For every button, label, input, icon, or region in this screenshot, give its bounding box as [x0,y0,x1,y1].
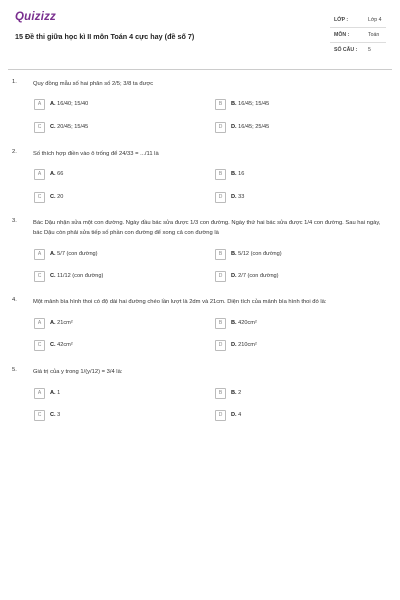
question-number: 2. [12,149,17,155]
option-letter-box: C [34,192,45,203]
option-prefix: A. [50,320,56,326]
option-letter-box: D [215,410,226,421]
question-text: Số thích hợp điền vào ô trống để 24/33 = .../11 là [33,151,159,157]
option-prefix: D. [231,412,237,418]
option-text: 20 [57,194,64,200]
meta-row-class [330,13,386,28]
option-text: 16/45; 25/45 [238,124,270,130]
question-number: 5. [12,367,17,373]
option-prefix: D. [231,342,237,348]
option-text: 33 [238,194,245,200]
option-letter-box: A [34,388,45,399]
option-text: 3 [57,412,61,418]
question-number: 3. [12,218,17,224]
option-text: 11/12 (con đường) [57,273,104,279]
option-letter-box: C [34,340,45,351]
option-letter-box: C [34,410,45,421]
option-letter-box: B [215,388,226,399]
meta-value: Toán [368,32,380,38]
meta-value: 5 [368,47,371,53]
meta-value: Lớp 4 [368,17,382,23]
option-text: 20/45; 15/45 [57,124,89,130]
option-prefix: B. [231,320,237,326]
question-text: Giá trị của y trong 1/(y/12) = 3/4 là: [33,369,123,375]
option-prefix: C. [50,412,56,418]
meta-row-count [330,43,386,57]
option-letter-box: D [215,271,226,282]
option-text: 21cm² [57,320,73,326]
option-prefix: D. [231,194,237,200]
option-text: 66 [57,171,64,177]
meta-key: LỚP : [334,17,349,23]
option-text: 16/45; 15/45 [238,101,270,107]
option-letter-box: A [34,99,45,110]
option-letter-box: C [34,122,45,133]
option-text: 5/7 (con đường) [57,251,98,257]
meta-box [330,13,386,57]
option-text: 1 [57,390,61,396]
option-text: 4 [238,412,242,418]
option-letter-box: B [215,99,226,110]
option-prefix: B. [231,171,237,177]
quizizz-logo: Quizizz [15,11,57,23]
option-text: 420cm² [238,320,257,326]
option-text: 42cm² [57,342,73,348]
option-letter-box: A [34,318,45,329]
meta-key: MÔN : [334,32,350,38]
option-prefix: B. [231,101,237,107]
option-prefix: A. [50,390,56,396]
option-text: 2/7 (con đường) [238,273,279,279]
option-prefix: A. [50,171,56,177]
option-text: 5/12 (con đường) [238,251,282,257]
option-prefix: A. [50,251,56,257]
option-letter-box: D [215,122,226,133]
option-prefix: C. [50,124,56,130]
option-letter-box: B [215,318,226,329]
option-prefix: C. [50,342,56,348]
question-number: 4. [12,297,17,303]
option-prefix: B. [231,251,237,257]
option-prefix: C. [50,194,56,200]
option-text: 16 [238,171,245,177]
option-prefix: D. [231,273,237,279]
question-text: Bác Dậu nhận sửa một con đường. Ngày đầu bác sửa được 1/3 con đường. Ngày thứ hai bác sửa được 1/4 con đường. Sau hai ngày, bác Dậu còn phải sửa tiếp số phần con đường để xong cả con đường là [33,220,381,236]
option-text: 210cm² [238,342,257,348]
option-letter-box: A [34,169,45,180]
option-letter-box: D [215,340,226,351]
meta-key: SỐ CÂU : [334,47,358,53]
option-letter-box: C [34,271,45,282]
question-text: Quy đồng mẫu số hai phân số 2/5; 3/8 ta được [33,81,154,87]
page-title: 15 Đề thi giữa học kì II môn Toán 4 cực hay (đề số 7) [15,32,195,41]
option-letter-box: D [215,192,226,203]
option-prefix: D. [231,124,237,130]
question-number: 1. [12,79,17,85]
option-letter-box: A [34,249,45,260]
option-letter-box: B [215,249,226,260]
option-text: 16/40; 15/40 [57,101,89,107]
header-divider [8,69,392,70]
option-prefix: B. [231,390,237,396]
option-letter-box: B [215,169,226,180]
option-prefix: A. [50,101,56,107]
meta-row-subject [330,28,386,43]
option-prefix: C. [50,273,56,279]
option-text: 2 [238,390,242,396]
question-text: Một mảnh bìa hình thoi có độ dài hai đường chéo lần lượt là 2dm và 21cm. Diện tích của mảnh bìa hình thoi đó là: [33,299,327,305]
